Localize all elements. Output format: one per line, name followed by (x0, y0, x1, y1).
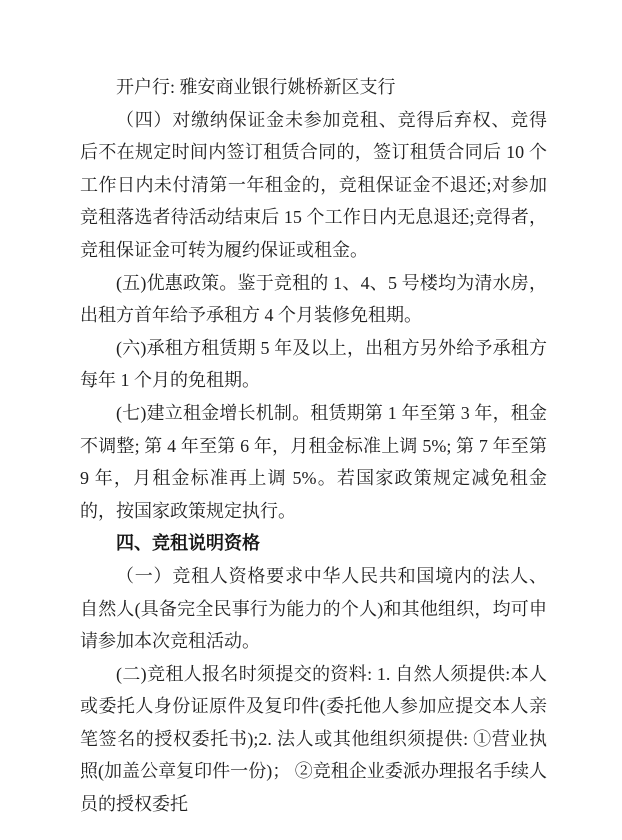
paragraph-item-2-registration-materials: (二)竞租人报名时须提交的资料: 1. 自然人须提供:本人或委托人身份证原件及复印件(委托他人参加应提交本人亲笔签名的授权委托书);2. 法人或其他组织须提供: ①营业执照(加盖公章复印件一份)； ②竞租企业委派办理报名手续人员的授权委托 (80, 663, 547, 815)
document-body (80, 71, 547, 821)
paragraph-item-6-lease-term-bonus: (六)承租方租赁期 5 年及以上，出租方另外给予承租方每年 1 个月的免租期。 (80, 337, 547, 391)
paragraph-item-5-preferential-policy: (五)优惠政策。鉴于竞租的 1、4、5 号楼均为清水房，出租方首年给予承租方 4 个月装修免租期。 (80, 272, 547, 326)
paragraph-bank-account-line: 开户行: 雅安商业银行姚桥新区支行 (116, 77, 396, 97)
section-heading-qualification: 四、竞租说明资格 (116, 533, 260, 554)
paragraph-item-7-rent-increase-mechanism: (七)建立租金增长机制。租赁期第 1 年至第 3 年，租金不调整; 第 4 年至第 6 年，月租金标准上调 5%; 第 7 年至第 9 年，月租金标准再上调 5%。若国家政策规定减免租金的，按国家政策规定执行。 (80, 402, 547, 521)
paragraph-item-4-deposit-rules: （四）对缴纳保证金未参加竞租、竞得后弃权、竞得后不在规定时间内签订租赁合同的，签订租赁合同后 10 个工作日内未付清第一年租金的，竞租保证金不退还;对参加竞租落选者待活动结束后 15 个工作日内无息退还;竞得者，竞租保证金可转为履约保证或租金。 (80, 109, 547, 260)
paragraph-item-1-bidder-qualification: （一）竞租人资格要求中华人民共和国境内的法人、自然人(具备完全民事行为能力的个人)和其他组织，均可申请参加本次竞租活动。 (80, 565, 547, 652)
